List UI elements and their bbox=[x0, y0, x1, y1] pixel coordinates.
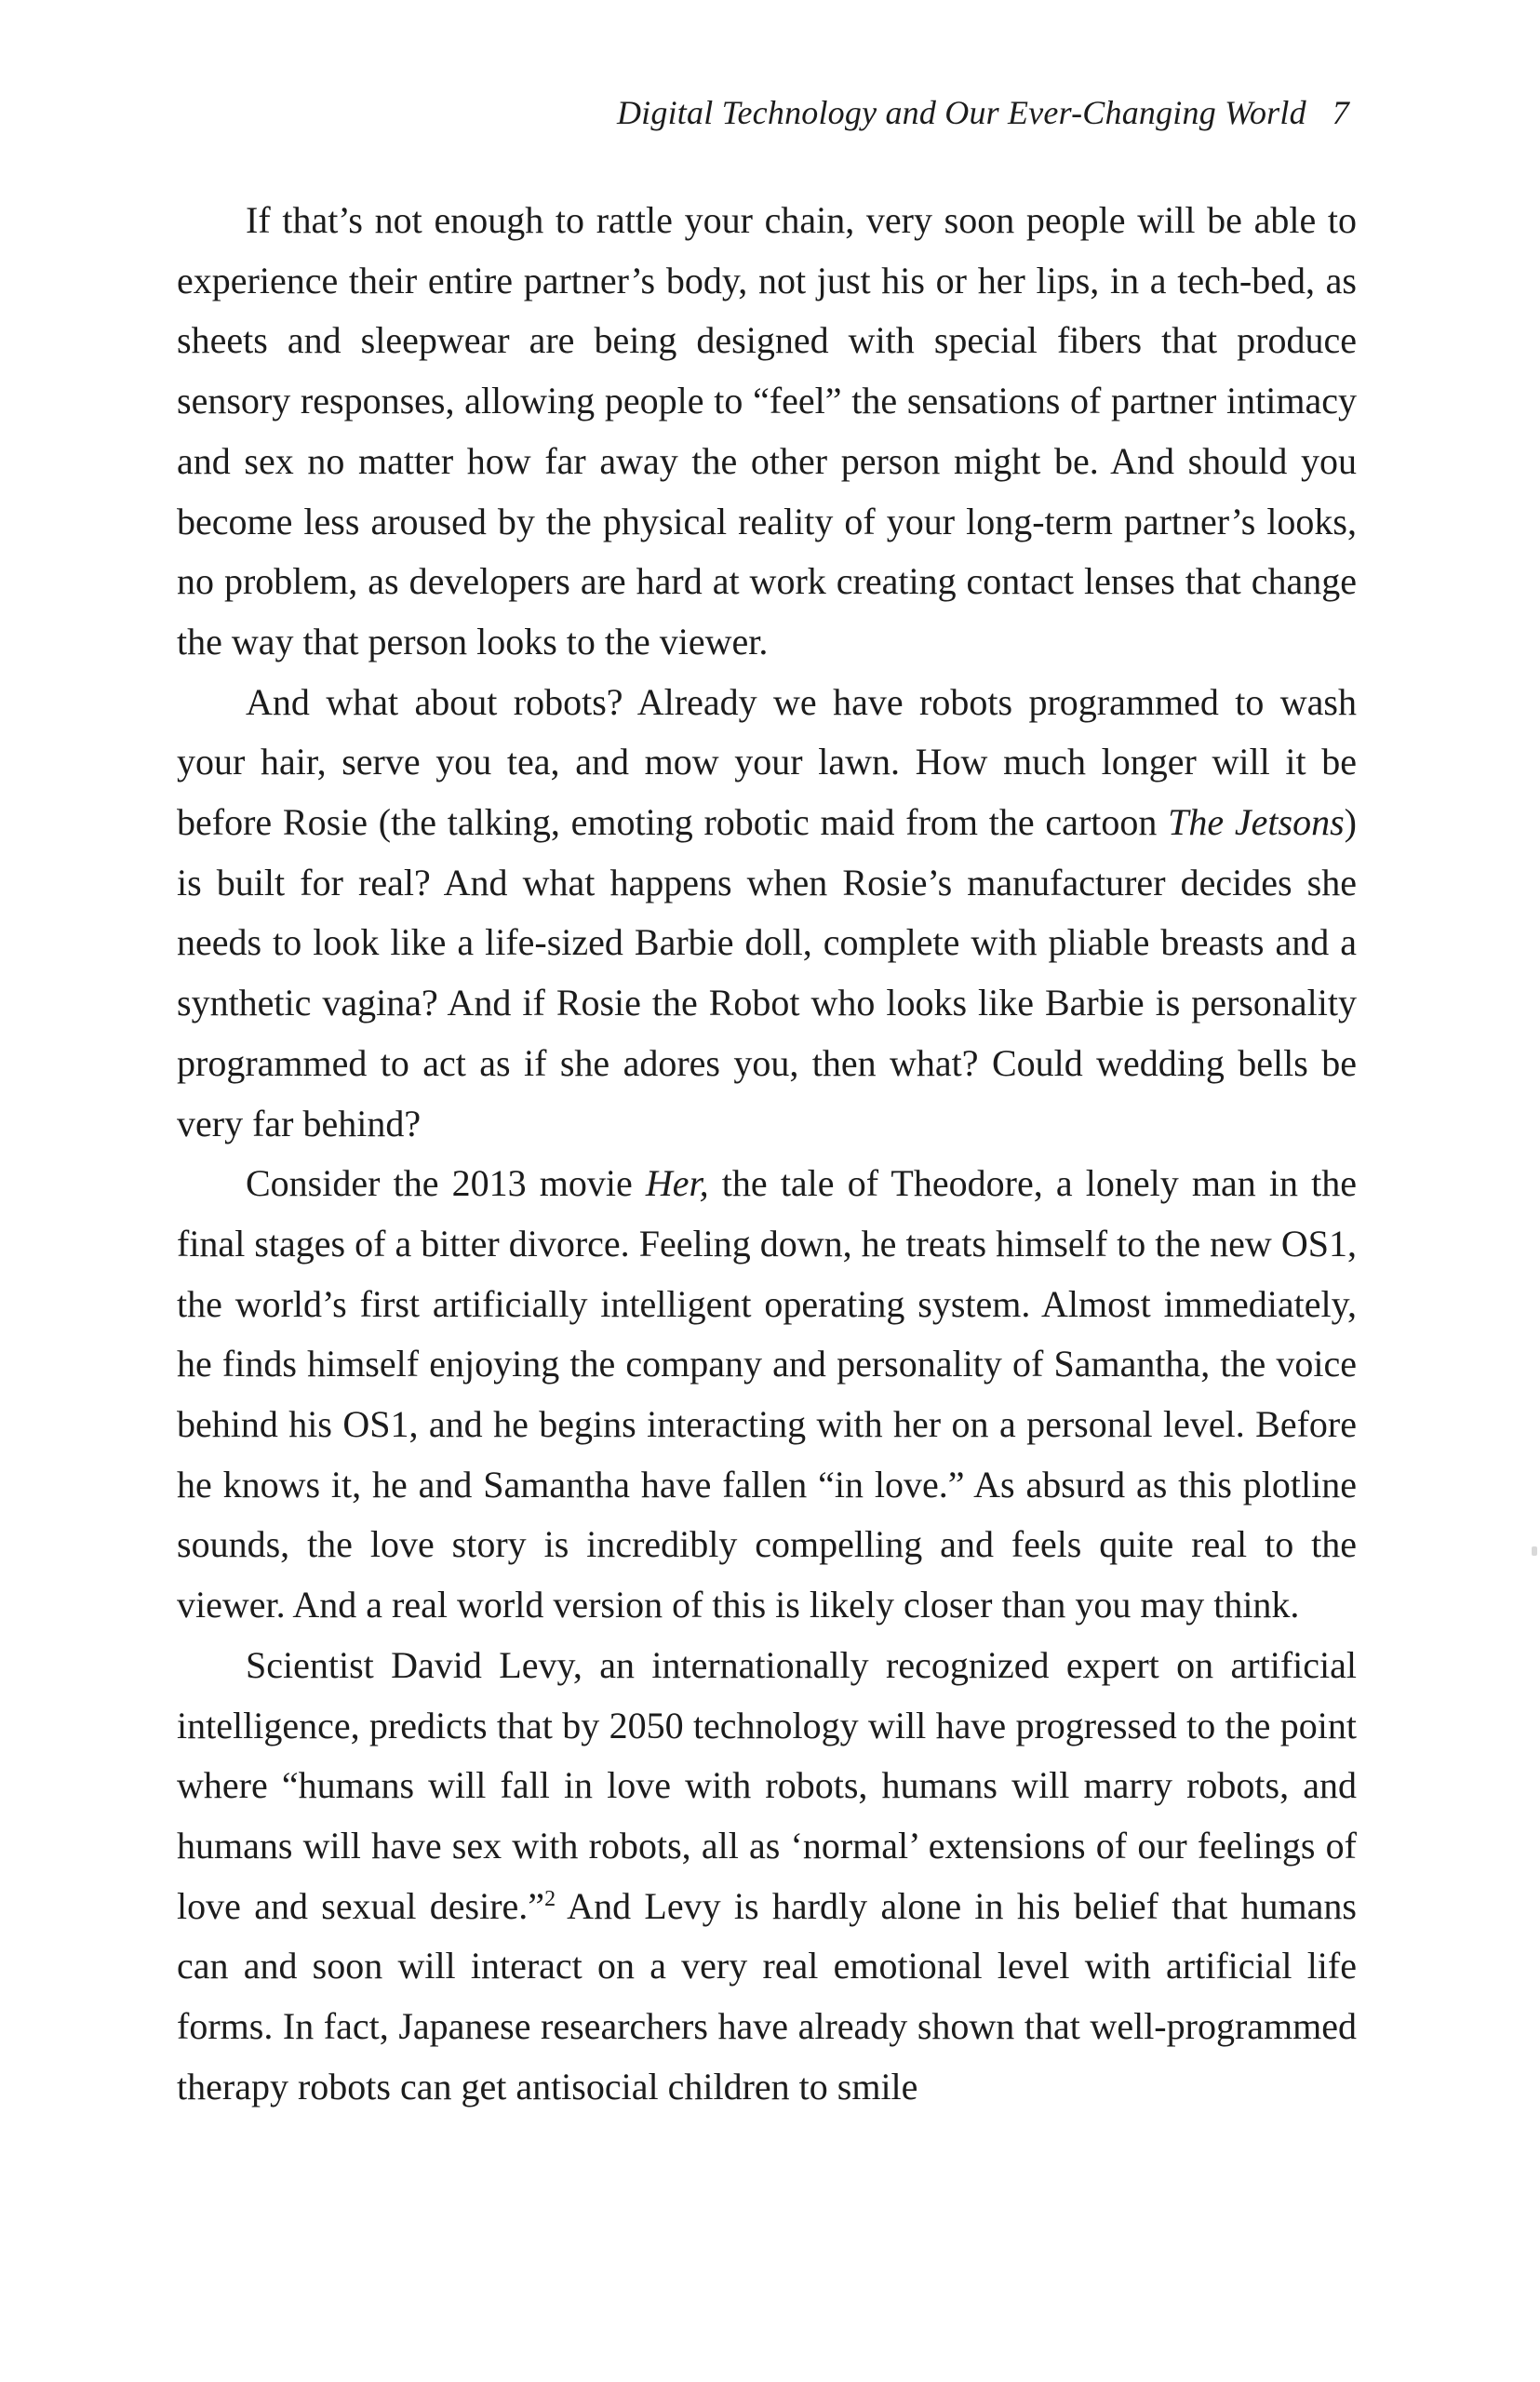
running-head bbox=[617, 93, 1349, 132]
her-title: Her, bbox=[645, 1162, 709, 1205]
paragraph-3-text-b: the tale of Theodore, a lonely man in the final stages of a bitter divorce. Feeling down, he treats himself to the new OS1, the world’s first artificially intelligent operating system. Almost immediately, he finds himself enjoying the company and personality of Samantha, the voice behind his OS1, and he begins interacting with her on a personal level. Before he knows it, he and Samantha have fallen “in love.” As absurd as this plotline sounds, the love story is incredibly compelling and feels quite real to the viewer. And a real world version of this is likely closer than you may think. bbox=[177, 1162, 1358, 1626]
page-number: 7 bbox=[1332, 94, 1349, 131]
paragraph-3 bbox=[177, 1154, 1357, 1636]
scan-mark bbox=[1532, 1546, 1537, 1556]
body-text bbox=[177, 191, 1357, 2118]
running-title: Digital Technology and Our Ever-Changing World bbox=[616, 94, 1306, 131]
footnote-marker[interactable]: 2 bbox=[544, 1886, 556, 1911]
jetsons-title: The Jetsons bbox=[1168, 801, 1345, 844]
paragraph-4 bbox=[177, 1636, 1357, 2118]
paragraph-2 bbox=[177, 673, 1357, 1155]
paragraph-4-text-a: Scientist David Levy, an internationally recognized expert on artificial intelligence, predicts that by 2050 technology will have progressed to the point where “humans will fall in love with robots, humans will marry robots, and humans will have sex with robots, all as ‘normal’ extensions of our feelings of love and sexual desire.” bbox=[177, 1643, 1357, 1927]
paragraph-3-text-a: Consider the 2013 movie bbox=[246, 1162, 646, 1205]
paragraph-1: If that’s not enough to rattle your chain, very soon people will be able to experience their entire partner’s body, not just his or her lips, in a tech-bed, as sheets and sleepwear are being designed with special fibers that produce sensory responses, allowing people to “feel” the sensations of partner intimacy and sex no matter how far away the other person might be. And should you become less aroused by the physical reality of your long-term partner’s looks, no problem, as developers are hard at work creating contact lenses that change the way that person looks to the viewer. bbox=[177, 199, 1357, 662]
paragraph-2-text-b: ) is built for real? And what happens when Rosie’s manufacturer decides she needs to look like a life-sized Barbie doll, complete with pliable breasts and a synthetic vagina? And if Rosie the Robot who looks like Barbie is personality programmed to act as if she adores you, then what? Could wedding bells be very far behind? bbox=[177, 801, 1357, 1144]
paragraph-4-text-b: And Levy is hardly alone in his belief that humans can and soon will interact on a very real emotional level with artificial life forms. In fact, Japanese researchers have already shown that well-programmed therapy robots can get antisocial children to smile bbox=[177, 1884, 1357, 2108]
paragraph-2-text-a: And what about robots? Already we have robots programmed to wash your hair, serve you tea, and mow your lawn. How much longer will it be before Rosie (the talking, emoting robotic maid from the cartoon bbox=[177, 680, 1357, 844]
